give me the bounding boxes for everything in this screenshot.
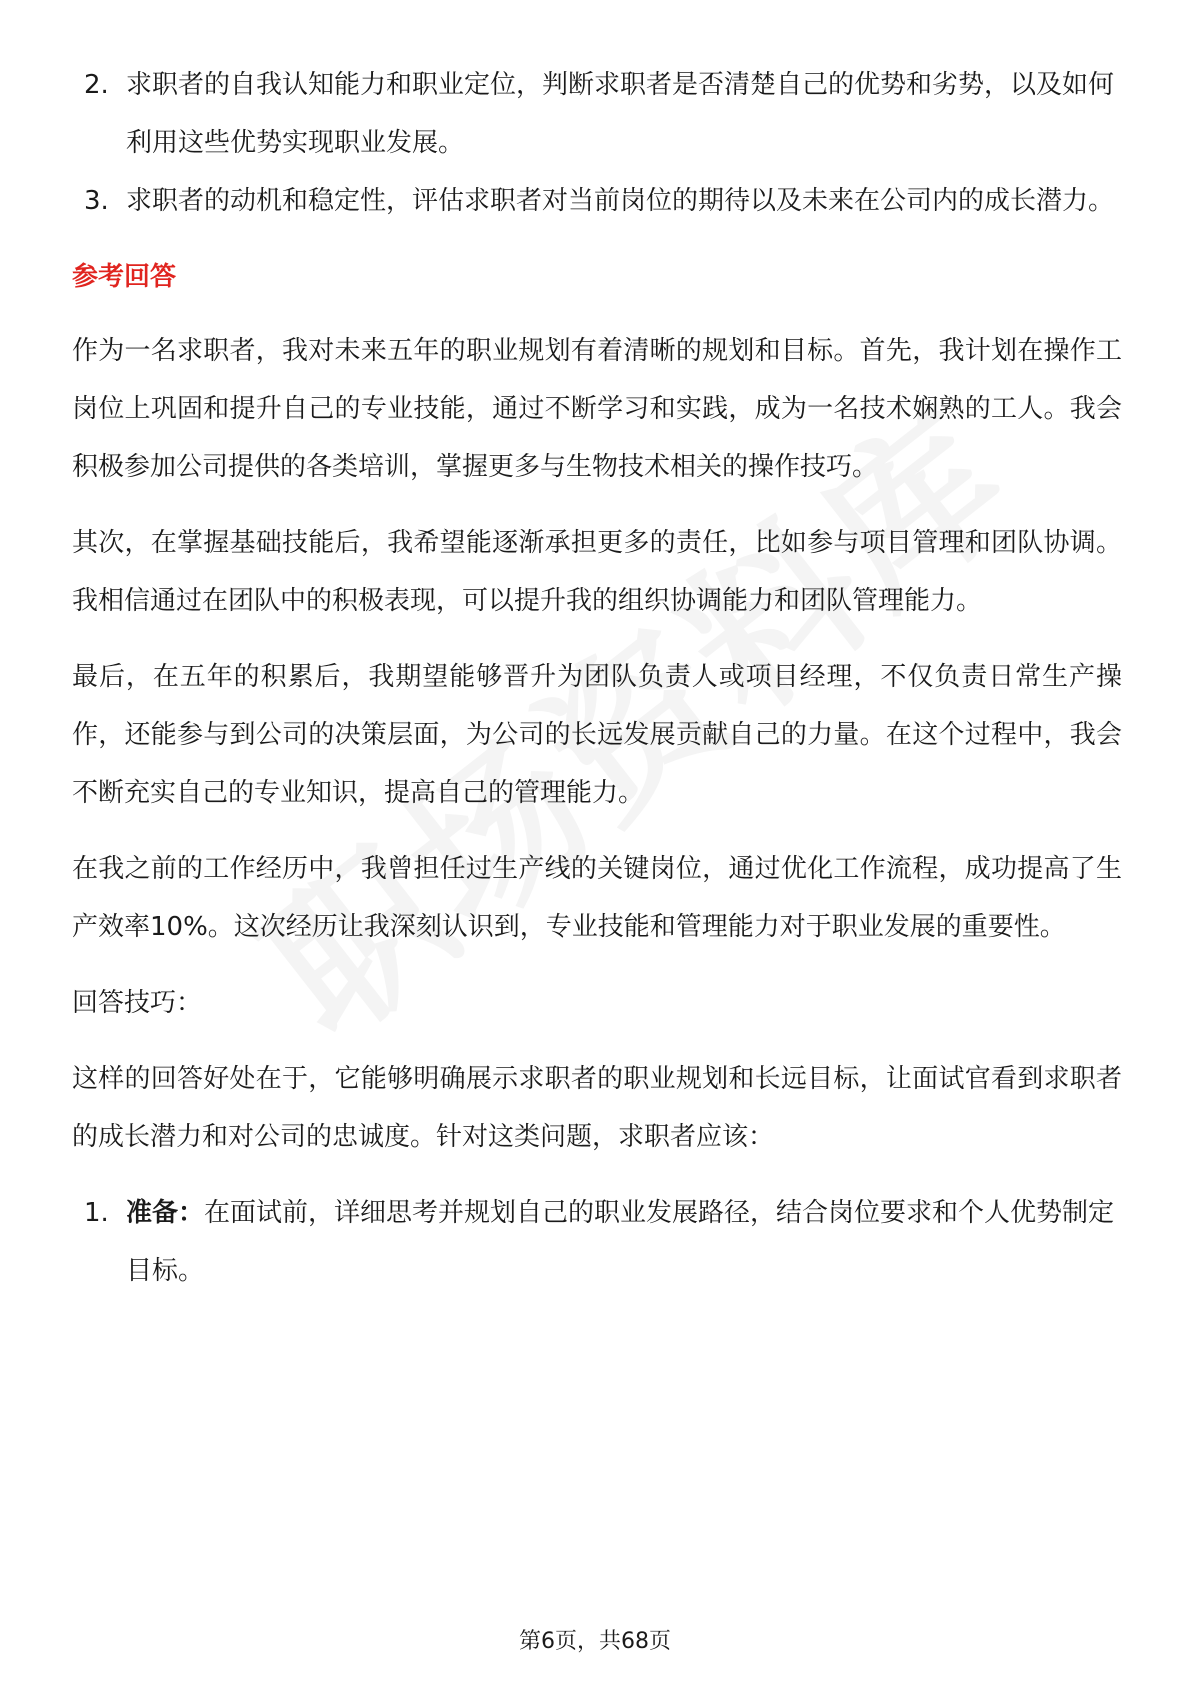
list-number: 1.: [84, 1198, 109, 1228]
list-text: 求职者的动机和稳定性，评估求职者对当前岗位的期待以及未来在公司内的成长潜力。: [126, 186, 1115, 216]
paragraph: 作为一名求职者，我对未来五年的职业规划有着清晰的规划和目标。首先，我计划在操作工岗位上巩固和提升自己的专业技能，通过不断学习和实践，成为一名技术娴熟的工人。我会积极参加公司提供的各类培训，掌握更多与生物技术相关的操作技巧。: [72, 336, 1122, 482]
paragraph: 这样的回答好处在于，它能够明确展示求职者的职业规划和长远目标，让面试官看到求职者的成长潜力和对公司的忠诚度。针对这类问题，求职者应该：: [72, 1064, 1122, 1152]
paragraph: 在我之前的工作经历中，我曾担任过生产线的关键岗位，通过优化工作流程，成功提高了生产效率10%。这次经历让我深刻认识到，专业技能和管理能力对于职业发展的重要性。: [72, 854, 1122, 942]
list-text: 在面试前，详细思考并规划自己的职业发展路径，结合岗位要求和个人优势制定目标。: [126, 1198, 1115, 1286]
tips-list: [72, 1184, 1122, 1300]
section-heading: 参考回答: [72, 262, 177, 292]
list-text: 求职者的自我认知能力和职业定位，判断求职者是否清楚自己的优势和劣势，以及如何利用这些优势实现职业发展。: [126, 70, 1115, 158]
list-item: [72, 172, 1122, 230]
paragraph: 其次，在掌握基础技能后，我希望能逐渐承担更多的责任，比如参与项目管理和团队协调。我相信通过在团队中的积极表现，可以提升我的组织协调能力和团队管理能力。: [72, 528, 1122, 616]
page-content: [72, 56, 1122, 1300]
list-label: 准备：: [126, 1198, 205, 1228]
evaluation-list: [72, 56, 1122, 230]
list-item: [72, 56, 1122, 172]
tips-label: 回答技巧：: [72, 988, 203, 1018]
paragraph: 最后，在五年的积累后，我期望能够晋升为团队负责人或项目经理，不仅负责日常生产操作，还能参与到公司的决策层面，为公司的长远发展贡献自己的力量。在这个过程中，我会不断充实自己的专业知识，提高自己的管理能力。: [72, 662, 1122, 808]
page-number: 第6页，共68页: [519, 1629, 671, 1654]
list-number: 2.: [84, 70, 109, 100]
list-number: 3.: [84, 186, 109, 216]
list-item: [72, 1184, 1122, 1300]
